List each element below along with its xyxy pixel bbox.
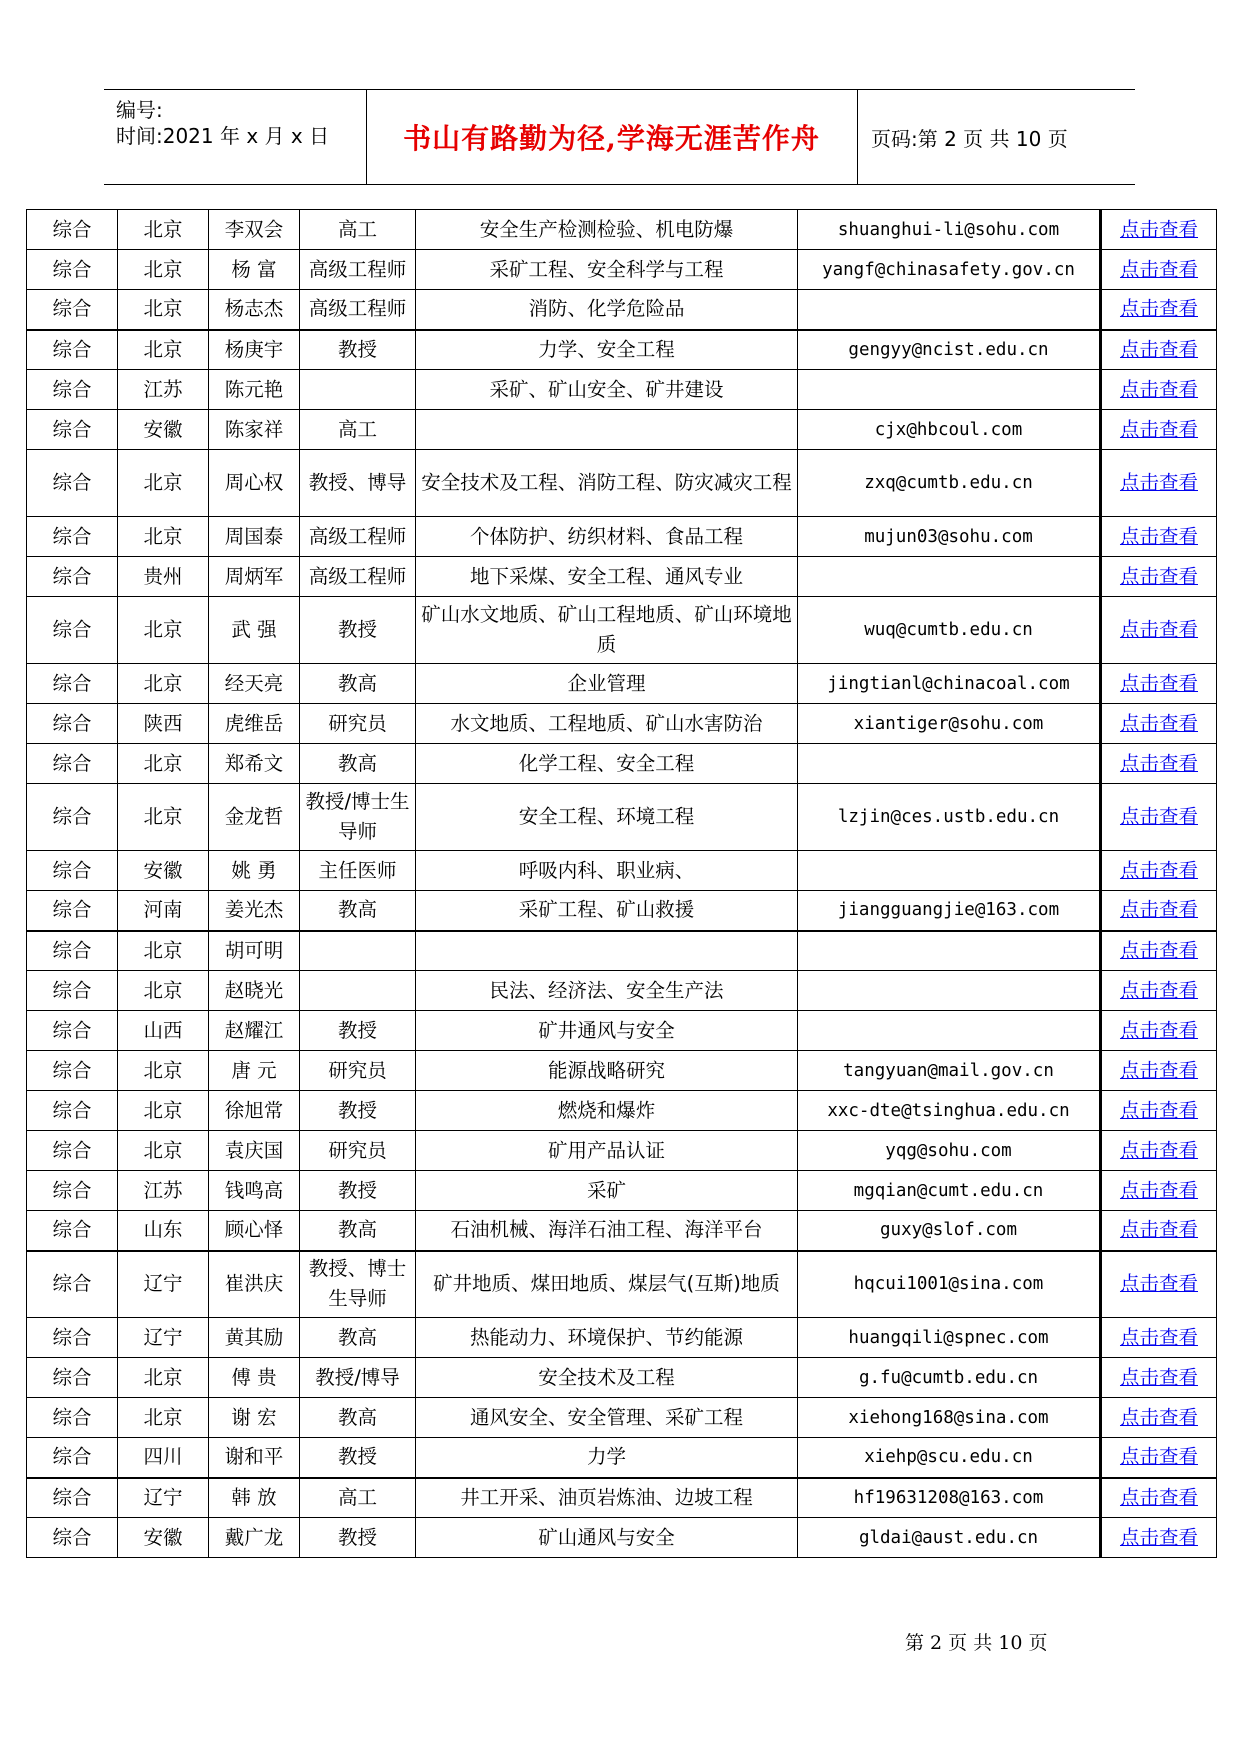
category-cell: 综合: [27, 370, 118, 410]
page-number-label: 页码:第 2 页 共 10 页: [871, 126, 1068, 151]
email-cell: xiantiger@sohu.com: [798, 704, 1101, 744]
name-cell: 钱鸣高: [209, 1171, 300, 1211]
title-cell: 教授: [300, 597, 416, 664]
region-cell: 安徽: [118, 410, 209, 450]
view-details-link[interactable]: 点击查看: [1119, 751, 1198, 775]
category-cell: 综合: [27, 891, 118, 931]
region-cell: 北京: [118, 1398, 209, 1438]
category-cell: 综合: [27, 744, 118, 784]
field-cell: 矿井地质、煤田地质、煤层气(互斯)地质: [416, 1251, 798, 1318]
title-cell: 教高: [300, 664, 416, 704]
category-cell: 综合: [27, 557, 118, 597]
view-details-link[interactable]: 点击查看: [1119, 1218, 1198, 1242]
table-row: [27, 450, 1217, 517]
category-cell: 综合: [27, 971, 118, 1011]
view-details-link[interactable]: 点击查看: [1119, 1325, 1198, 1349]
region-cell: 北京: [118, 1358, 209, 1398]
expert-table-body: [27, 210, 1217, 1558]
table-row: [27, 250, 1217, 290]
region-cell: 江苏: [118, 1171, 209, 1211]
date-label: 时间:2021 年 x 月 x 日: [116, 124, 330, 148]
title-cell: 高级工程师: [300, 290, 416, 330]
table-row: [27, 1051, 1217, 1091]
name-cell: 周心权: [209, 450, 300, 517]
email-cell: yqg@sohu.com: [798, 1131, 1101, 1171]
name-cell: 顾心怿: [209, 1211, 300, 1251]
region-cell: 贵州: [118, 557, 209, 597]
title-cell: 教高: [300, 891, 416, 931]
title-cell: 教授: [300, 1438, 416, 1478]
title-cell: 教授: [300, 1171, 416, 1211]
field-cell: 化学工程、安全工程: [416, 744, 798, 784]
field-cell: 采矿、矿山安全、矿井建设: [416, 370, 798, 410]
table-row: [27, 1211, 1217, 1251]
view-details-link[interactable]: 点击查看: [1119, 1138, 1198, 1162]
link-cell: [1101, 1478, 1217, 1518]
category-cell: 综合: [27, 931, 118, 971]
region-cell: 北京: [118, 664, 209, 704]
name-cell: 杨庚宇: [209, 330, 300, 370]
email-cell: jingtianl@chinacoal.com: [798, 664, 1101, 704]
view-details-link[interactable]: 点击查看: [1119, 858, 1198, 882]
field-cell: 通风安全、安全管理、采矿工程: [416, 1398, 798, 1438]
table-row: [27, 704, 1217, 744]
title-cell: 高级工程师: [300, 250, 416, 290]
region-cell: 北京: [118, 330, 209, 370]
title-cell: 高工: [300, 210, 416, 250]
name-cell: 姜光杰: [209, 891, 300, 931]
name-cell: 谢和平: [209, 1438, 300, 1478]
email-cell: xiehp@scu.edu.cn: [798, 1438, 1101, 1478]
link-cell: [1101, 1318, 1217, 1358]
title-cell: [300, 971, 416, 1011]
table-row: [27, 1318, 1217, 1358]
region-cell: 北京: [118, 290, 209, 330]
category-cell: 综合: [27, 210, 118, 250]
name-cell: 姚 勇: [209, 851, 300, 891]
region-cell: 河南: [118, 891, 209, 931]
field-cell: 地下采煤、安全工程、通风专业: [416, 557, 798, 597]
email-cell: gengyy@ncist.edu.cn: [798, 330, 1101, 370]
name-cell: 傅 贵: [209, 1358, 300, 1398]
field-cell: 燃烧和爆炸: [416, 1091, 798, 1131]
title-cell: 教高: [300, 1318, 416, 1358]
link-cell: [1101, 1251, 1217, 1318]
view-details-link[interactable]: 点击查看: [1119, 1365, 1198, 1389]
region-cell: 北京: [118, 1091, 209, 1131]
table-row: [27, 1438, 1217, 1478]
title-cell: 高工: [300, 410, 416, 450]
field-cell: 安全工程、环境工程: [416, 784, 798, 851]
category-cell: 综合: [27, 517, 118, 557]
table-row: [27, 1358, 1217, 1398]
region-cell: 北京: [118, 971, 209, 1011]
field-cell: 矿用产品认证: [416, 1131, 798, 1171]
category-cell: 综合: [27, 851, 118, 891]
view-details-link[interactable]: 点击查看: [1119, 1525, 1198, 1549]
name-cell: 崔洪庆: [209, 1251, 300, 1318]
field-cell: 采矿工程、矿山救援: [416, 891, 798, 931]
link-cell: [1101, 1131, 1217, 1171]
view-details-link[interactable]: 点击查看: [1119, 671, 1198, 695]
category-cell: 综合: [27, 1318, 118, 1358]
category-cell: 综合: [27, 1478, 118, 1518]
category-cell: 综合: [27, 290, 118, 330]
region-cell: 山东: [118, 1211, 209, 1251]
view-details-link[interactable]: 点击查看: [1119, 1445, 1198, 1469]
field-cell: 石油机械、海洋石油工程、海洋平台: [416, 1211, 798, 1251]
field-cell: 热能动力、环境保护、节约能源: [416, 1318, 798, 1358]
field-cell: 企业管理: [416, 664, 798, 704]
field-cell: 水文地质、工程地质、矿山水害防治: [416, 704, 798, 744]
table-row: [27, 370, 1217, 410]
table-row: [27, 1011, 1217, 1051]
link-cell: [1101, 450, 1217, 517]
category-cell: 综合: [27, 1051, 118, 1091]
table-row: [27, 784, 1217, 851]
title-cell: 教授: [300, 330, 416, 370]
region-cell: 北京: [118, 450, 209, 517]
title-cell: 研究员: [300, 704, 416, 744]
category-cell: 综合: [27, 250, 118, 290]
name-cell: 胡可明: [209, 931, 300, 971]
email-cell: gldai@aust.edu.cn: [798, 1518, 1101, 1558]
table-row: [27, 931, 1217, 971]
name-cell: 韩 放: [209, 1478, 300, 1518]
title-cell: 研究员: [300, 1131, 416, 1171]
table-row: [27, 891, 1217, 931]
field-cell: 力学、安全工程: [416, 330, 798, 370]
category-cell: 综合: [27, 1211, 118, 1251]
link-cell: [1101, 664, 1217, 704]
email-cell: huangqili@spnec.com: [798, 1318, 1101, 1358]
name-cell: 周炳军: [209, 557, 300, 597]
title-cell: 教授: [300, 1518, 416, 1558]
view-details-link[interactable]: 点击查看: [1119, 1018, 1198, 1042]
email-cell: xiehong168@sina.com: [798, 1398, 1101, 1438]
table-row: [27, 1091, 1217, 1131]
title-cell: [300, 370, 416, 410]
category-cell: 综合: [27, 1171, 118, 1211]
view-details-link[interactable]: 点击查看: [1119, 377, 1198, 401]
region-cell: 安徽: [118, 1518, 209, 1558]
region-cell: 北京: [118, 931, 209, 971]
link-cell: [1101, 1091, 1217, 1131]
title-cell: 主任医师: [300, 851, 416, 891]
expert-table: [26, 209, 1217, 1558]
view-details-link[interactable]: 点击查看: [1119, 257, 1198, 281]
view-details-link[interactable]: 点击查看: [1119, 471, 1198, 494]
view-details-link[interactable]: 点击查看: [1119, 1405, 1198, 1429]
title-cell: 高级工程师: [300, 517, 416, 557]
title-cell: 教高: [300, 744, 416, 784]
category-cell: 综合: [27, 1131, 118, 1171]
field-cell: [416, 931, 798, 971]
category-cell: 综合: [27, 330, 118, 370]
email-cell: [798, 1011, 1101, 1051]
name-cell: 赵晓光: [209, 971, 300, 1011]
title-cell: 教授/博士生导师: [300, 784, 416, 851]
link-cell: [1101, 1518, 1217, 1558]
link-cell: [1101, 250, 1217, 290]
name-cell: 李双会: [209, 210, 300, 250]
header-motto-cell: [366, 90, 858, 184]
header-page-cell: [858, 90, 1135, 184]
name-cell: 徐旭常: [209, 1091, 300, 1131]
link-cell: [1101, 410, 1217, 450]
view-details-link[interactable]: 点击查看: [1119, 564, 1198, 588]
title-cell: 高工: [300, 1478, 416, 1518]
category-cell: 综合: [27, 664, 118, 704]
email-cell: lzjin@ces.ustb.edu.cn: [798, 784, 1101, 851]
table-row: [27, 1398, 1217, 1438]
region-cell: 辽宁: [118, 1478, 209, 1518]
email-cell: hqcui1001@sina.com: [798, 1251, 1101, 1318]
link-cell: [1101, 704, 1217, 744]
field-cell: 力学: [416, 1438, 798, 1478]
email-cell: [798, 971, 1101, 1011]
title-cell: 研究员: [300, 1051, 416, 1091]
region-cell: 陕西: [118, 704, 209, 744]
name-cell: 陈家祥: [209, 410, 300, 450]
name-cell: 戴广龙: [209, 1518, 300, 1558]
category-cell: 综合: [27, 1518, 118, 1558]
view-details-link[interactable]: 点击查看: [1119, 618, 1198, 641]
field-cell: 采矿: [416, 1171, 798, 1211]
table-row: [27, 557, 1217, 597]
region-cell: 四川: [118, 1438, 209, 1478]
title-cell: 高级工程师: [300, 557, 416, 597]
link-cell: [1101, 971, 1217, 1011]
field-cell: 井工开采、油页岩炼油、边坡工程: [416, 1478, 798, 1518]
view-details-link[interactable]: 点击查看: [1119, 1098, 1198, 1122]
email-cell: mgqian@cumt.edu.cn: [798, 1171, 1101, 1211]
view-details-link[interactable]: 点击查看: [1119, 711, 1198, 735]
field-cell: 能源战略研究: [416, 1051, 798, 1091]
region-cell: 江苏: [118, 370, 209, 410]
email-cell: [798, 557, 1101, 597]
name-cell: 周国泰: [209, 517, 300, 557]
link-cell: [1101, 210, 1217, 250]
table-row: [27, 410, 1217, 450]
link-cell: [1101, 1398, 1217, 1438]
region-cell: 北京: [118, 1131, 209, 1171]
field-cell: 呼吸内科、职业病、: [416, 851, 798, 891]
category-cell: 综合: [27, 410, 118, 450]
name-cell: 武 强: [209, 597, 300, 664]
category-cell: 综合: [27, 450, 118, 517]
name-cell: 经天亮: [209, 664, 300, 704]
field-cell: 安全技术及工程: [416, 1358, 798, 1398]
name-cell: 金龙哲: [209, 784, 300, 851]
title-cell: 教授: [300, 1091, 416, 1131]
name-cell: 杨志杰: [209, 290, 300, 330]
view-details-link[interactable]: 点击查看: [1119, 1058, 1198, 1082]
view-details-link[interactable]: 点击查看: [1119, 938, 1198, 962]
table-row: [27, 744, 1217, 784]
email-cell: xxc-dte@tsinghua.edu.cn: [798, 1091, 1101, 1131]
link-cell: [1101, 931, 1217, 971]
title-cell: [300, 931, 416, 971]
category-cell: 综合: [27, 1398, 118, 1438]
table-row: [27, 1478, 1217, 1518]
field-cell: 采矿工程、安全科学与工程: [416, 250, 798, 290]
email-cell: [798, 931, 1101, 971]
email-cell: hf19631208@163.com: [798, 1478, 1101, 1518]
link-cell: [1101, 1438, 1217, 1478]
view-details-link[interactable]: 点击查看: [1119, 978, 1198, 1002]
title-cell: 教授、博士生导师: [300, 1251, 416, 1318]
email-cell: [798, 370, 1101, 410]
table-row: [27, 1171, 1217, 1211]
email-cell: cjx@hbcoul.com: [798, 410, 1101, 450]
view-details-link[interactable]: 点击查看: [1119, 1485, 1198, 1509]
link-cell: [1101, 1211, 1217, 1251]
region-cell: 北京: [118, 250, 209, 290]
name-cell: 陈元艳: [209, 370, 300, 410]
table-row: [27, 210, 1217, 250]
email-cell: guxy@slof.com: [798, 1211, 1101, 1251]
email-cell: g.fu@cumtb.edu.cn: [798, 1358, 1101, 1398]
table-row: [27, 290, 1217, 330]
table-row: [27, 971, 1217, 1011]
name-cell: 赵耀江: [209, 1011, 300, 1051]
field-cell: 安全技术及工程、消防工程、防灾减灾工程: [416, 450, 798, 517]
email-cell: [798, 744, 1101, 784]
category-cell: 综合: [27, 1251, 118, 1318]
email-cell: tangyuan@mail.gov.cn: [798, 1051, 1101, 1091]
region-cell: 辽宁: [118, 1318, 209, 1358]
link-cell: [1101, 597, 1217, 664]
page-header: [104, 89, 1135, 185]
page-footer: 第 2 页 共 10 页: [905, 1632, 1048, 1654]
view-details-link[interactable]: 点击查看: [1119, 417, 1198, 441]
title-cell: 教高: [300, 1211, 416, 1251]
region-cell: 安徽: [118, 851, 209, 891]
title-cell: 教授: [300, 1011, 416, 1051]
name-cell: 郑希文: [209, 744, 300, 784]
category-cell: 综合: [27, 1011, 118, 1051]
header-info-cell: [104, 90, 367, 184]
link-cell: [1101, 744, 1217, 784]
table-row: [27, 664, 1217, 704]
region-cell: 北京: [118, 1051, 209, 1091]
name-cell: 袁庆国: [209, 1131, 300, 1171]
motto-text: 书山有路勤为径,学海无涯苦作舟: [403, 122, 820, 155]
view-details-link[interactable]: 点击查看: [1119, 1272, 1198, 1296]
link-cell: [1101, 330, 1217, 370]
email-cell: yangf@chinasafety.gov.cn: [798, 250, 1101, 290]
table-row: [27, 330, 1217, 370]
link-cell: [1101, 370, 1217, 410]
name-cell: 谢 宏: [209, 1398, 300, 1438]
field-cell: 安全生产检测检验、机电防爆: [416, 210, 798, 250]
name-cell: 虎维岳: [209, 704, 300, 744]
email-cell: shuanghui-li@sohu.com: [798, 210, 1101, 250]
link-cell: [1101, 290, 1217, 330]
view-details-link[interactable]: 点击查看: [1119, 337, 1198, 361]
region-cell: 北京: [118, 784, 209, 851]
email-cell: [798, 851, 1101, 891]
link-cell: [1101, 517, 1217, 557]
view-details-link[interactable]: 点击查看: [1119, 524, 1198, 548]
region-cell: 北京: [118, 744, 209, 784]
region-cell: 辽宁: [118, 1251, 209, 1318]
view-details-link[interactable]: 点击查看: [1119, 217, 1198, 241]
email-cell: mujun03@sohu.com: [798, 517, 1101, 557]
category-cell: 综合: [27, 1091, 118, 1131]
view-details-link[interactable]: 点击查看: [1119, 805, 1198, 828]
name-cell: 杨 富: [209, 250, 300, 290]
serial-number-label: 编号:: [116, 98, 163, 122]
category-cell: 综合: [27, 704, 118, 744]
field-cell: [416, 410, 798, 450]
email-cell: jiangguangjie@163.com: [798, 891, 1101, 931]
email-cell: [798, 290, 1101, 330]
category-cell: 综合: [27, 784, 118, 851]
name-cell: 唐 元: [209, 1051, 300, 1091]
link-cell: [1101, 784, 1217, 851]
email-cell: zxq@cumtb.edu.cn: [798, 450, 1101, 517]
link-cell: [1101, 1011, 1217, 1051]
field-cell: 消防、化学危险品: [416, 290, 798, 330]
link-cell: [1101, 557, 1217, 597]
table-row: [27, 597, 1217, 664]
name-cell: 黄其励: [209, 1318, 300, 1358]
table-row: [27, 1251, 1217, 1318]
view-details-link[interactable]: 点击查看: [1119, 898, 1198, 922]
field-cell: 矿山通风与安全: [416, 1518, 798, 1558]
link-cell: [1101, 851, 1217, 891]
category-cell: 综合: [27, 597, 118, 664]
field-cell: 矿山水文地质、矿山工程地质、矿山环境地质: [416, 597, 798, 664]
link-cell: [1101, 891, 1217, 931]
view-details-link[interactable]: 点击查看: [1119, 297, 1198, 321]
table-row: [27, 851, 1217, 891]
link-cell: [1101, 1358, 1217, 1398]
field-cell: 个体防护、纺织材料、食品工程: [416, 517, 798, 557]
field-cell: 民法、经济法、安全生产法: [416, 971, 798, 1011]
region-cell: 北京: [118, 517, 209, 557]
title-cell: 教授、博导: [300, 450, 416, 517]
category-cell: 综合: [27, 1438, 118, 1478]
table-row: [27, 1518, 1217, 1558]
title-cell: 教高: [300, 1398, 416, 1438]
region-cell: 山西: [118, 1011, 209, 1051]
link-cell: [1101, 1051, 1217, 1091]
table-row: [27, 1131, 1217, 1171]
title-cell: 教授/博导: [300, 1358, 416, 1398]
field-cell: 矿井通风与安全: [416, 1011, 798, 1051]
region-cell: 北京: [118, 597, 209, 664]
table-row: [27, 517, 1217, 557]
email-cell: wuq@cumtb.edu.cn: [798, 597, 1101, 664]
region-cell: 北京: [118, 210, 209, 250]
link-cell: [1101, 1171, 1217, 1211]
view-details-link[interactable]: 点击查看: [1119, 1178, 1198, 1202]
category-cell: 综合: [27, 1358, 118, 1398]
